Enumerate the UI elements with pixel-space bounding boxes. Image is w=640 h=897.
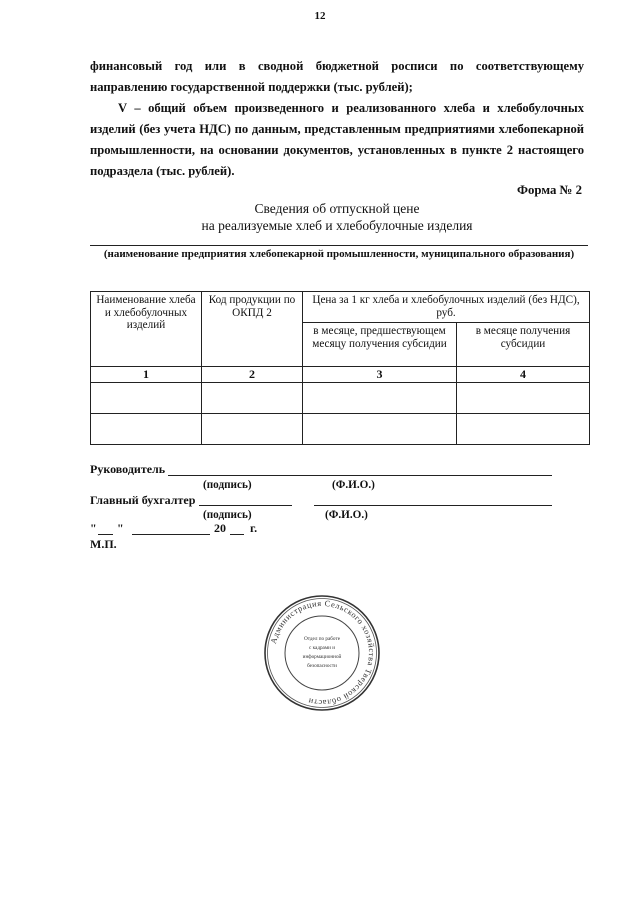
accountant-signature-caption: (подпись): [203, 509, 252, 521]
column-number: 3: [303, 367, 457, 383]
stamp-ring-text: Администрация Сельского хозяйства Тверской области: [268, 598, 377, 708]
price-table: [90, 291, 590, 445]
date-day-line[interactable]: [98, 534, 113, 535]
table-cell[interactable]: [303, 383, 457, 414]
date-quote-open: ": [90, 521, 97, 535]
official-stamp: [262, 593, 382, 713]
column-number-row: [91, 367, 590, 383]
column-number: 4: [457, 367, 590, 383]
stamp-inner-text-2: с кадрами и: [308, 645, 336, 651]
date-quote-close: ": [117, 521, 124, 535]
accountant-label: Главный бухгалтер: [90, 493, 196, 507]
header-product-code: Код продукции по ОКПД 2: [202, 292, 303, 367]
accountant-name-caption: (Ф.И.О.): [325, 509, 368, 521]
date-year-suffix: г.: [250, 521, 258, 535]
paragraph-v-definition: V – общий объем произведенного и реализованного хлеба и хлебобулочных изделий (без учета НДС) по данным, представленным предприятиями хлебопекарной промышленности, на основании документов, установленных в пункте 2 настоящего подраздела (тыс. рублей).: [90, 101, 584, 178]
date-year-line[interactable]: [230, 534, 244, 535]
table-cell[interactable]: [91, 383, 202, 414]
stamp-inner-ring: [285, 616, 359, 690]
table-cell[interactable]: [457, 383, 590, 414]
table-cell[interactable]: [202, 414, 303, 445]
form-number: Форма № 2: [517, 183, 582, 197]
table-header-row: [91, 292, 590, 323]
stamp-inner-text-1: Отдел по работе: [303, 636, 341, 642]
stamp-outer-ring: [265, 596, 379, 710]
table-cell[interactable]: [91, 414, 202, 445]
seal-placeholder-label: М.П.: [90, 537, 117, 551]
table-row: [91, 383, 590, 414]
form-title-line1: Сведения об отпускной цене: [254, 201, 420, 216]
head-signature-line[interactable]: [168, 475, 552, 476]
table-cell[interactable]: [202, 383, 303, 414]
organization-name-line: [90, 245, 588, 246]
organization-caption: (наименование предприятия хлебопекарной промышленности, муниципального образования): [103, 248, 575, 260]
column-number: 2: [202, 367, 303, 383]
accountant-signature-line[interactable]: [199, 505, 292, 506]
header-prev-month: в месяце, предшествующем месяцу получения субсидии: [303, 323, 457, 367]
form-title-line2: на реализуемые хлеб и хлебобулочные изделия: [201, 218, 473, 233]
header-product-name: Наименование хлеба и хлебобулочных изделий: [91, 292, 202, 367]
date-year-prefix: 20: [214, 521, 226, 535]
page-number: 12: [314, 10, 326, 22]
table-cell[interactable]: [303, 414, 457, 445]
paragraph-continuation: финансовый год или в сводной бюджетной росписи по соответствующему направлению государственной поддержки (тыс. рублей);: [90, 59, 584, 94]
table-row: [91, 414, 590, 445]
head-label: Руководитель: [90, 462, 166, 476]
header-price: Цена за 1 кг хлеба и хлебобулочных изделий (без НДС), руб.: [303, 292, 590, 323]
stamp-inner-text-3: информационной: [302, 654, 342, 660]
stamp-inner-text-4: безопасности: [307, 663, 337, 669]
form-title: [90, 200, 584, 234]
accountant-name-line[interactable]: [314, 505, 552, 506]
table-cell[interactable]: [457, 414, 590, 445]
column-number: 1: [91, 367, 202, 383]
head-signature-caption: (подпись): [203, 479, 252, 491]
date-month-line[interactable]: [132, 534, 210, 535]
header-current-month: в месяце получения субсидии: [457, 323, 590, 367]
head-name-caption: (Ф.И.О.): [332, 479, 375, 491]
